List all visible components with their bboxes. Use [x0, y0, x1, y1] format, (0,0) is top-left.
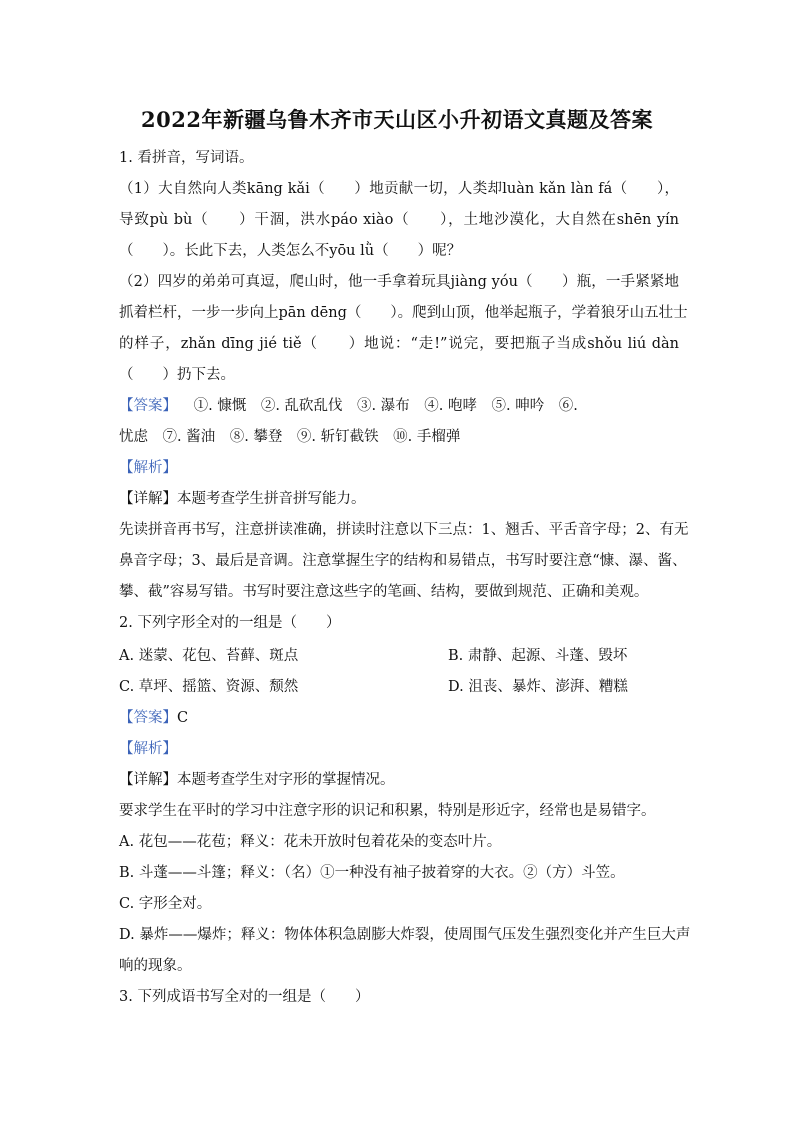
q2-explanation-c: C. 字形全对。 [119, 896, 212, 912]
q2-option-d: D. 沮丧、暴炸、澎湃、糟糕 [448, 679, 628, 695]
page-title: 2022年新疆乌鲁木齐市天山区小升初语文真题及答案 [141, 107, 653, 132]
q2-answer: C [177, 710, 189, 726]
q1-stem: 1. 看拼音，写词语。 [119, 150, 254, 166]
analysis-tag: 【解析】 [119, 741, 177, 757]
answer-tag: 【答案】 [119, 710, 177, 726]
q1-p1-line2: 导致pù bù（ ）干涸，洪水páo xiào（ ），土地沙漠化，大自然在shēn yín [119, 212, 679, 228]
q1-answer-line2: 忧虑 ⑦. 酱油 ⑧. 攀登 ⑨. 斩钉截铁 ⑩. 手榴弹 [119, 429, 461, 445]
q1-p1-line1: （1）大自然向人类kāng kǎi（ ）地贡献一切，人类却luàn kǎn làn fá（ ）， [119, 181, 679, 197]
q2-stem: 2. 下列字形全对的一组是（ ） [119, 615, 341, 631]
q2-explanation-line1: 要求学生在平时的学习中注意字形的识记和积累，特别是形近字，经常也是易错字。 [119, 803, 656, 819]
q2-explanation-d-line2: 响的现象。 [119, 958, 192, 974]
q3-stem: 3. 下列成语书写全对的一组是（ ） [119, 989, 370, 1005]
q2-explanation-a: A. 花包——花苞；释义：花未开放时包着花朵的变态叶片。 [119, 834, 502, 850]
q1-explanation-line1: 先读拼音再书写，注意拼读准确，拼读时注意以下三点：1、翘舌、平舌音字母；2、有无 [119, 522, 689, 538]
q2-explanation-d-line1: D. 暴炸——爆炸；释义：物体体积急剧膨大炸裂，使周围气压发生强烈变化并产生巨大声 [119, 927, 691, 943]
q1-explanation-line3: 攀、截”容易写错。书写时要注意这些字的笔画、结构，要做到规范、正确和美观。 [119, 584, 649, 600]
q1-p2-line4: （ ）扔下去。 [119, 367, 235, 383]
q2-detail: 【详解】本题考查学生对字形的掌握情况。 [119, 772, 395, 788]
q2-option-c: C. 草坪、摇篮、资源、颓然 [119, 679, 299, 695]
q2-explanation-b: B. 斗蓬——斗篷；释义：（名）①一种没有袖子披着穿的大衣。②（方）斗笠。 [119, 865, 625, 881]
analysis-tag: 【解析】 [119, 460, 177, 476]
q1-p2-line2: 抓着栏杆，一步一步向上pān dēng（ ）。爬到山顶，他举起瓶子，学着狼牙山五壮士 [119, 305, 688, 321]
q2-option-a: A. 迷蒙、花包、苔藓、斑点 [119, 648, 299, 664]
q2-answer-line [119, 708, 679, 728]
answer-tag: 【答案】 [119, 398, 177, 414]
q2-option-b: B. 肃静、起源、斗蓬、毁坏 [448, 648, 628, 664]
q1-answer-text: ①. 慷慨 ②. 乱砍乱伐 ③. 瀑布 ④. 咆哮 ⑤. 呻吟 ⑥. [193, 398, 578, 414]
q1-p2-line1: （2）四岁的弟弟可真逗，爬山时，他一手拿着玩具jiàng yóu（ ）瓶，一手紧紧地 [119, 274, 679, 290]
q1-detail: 【详解】本题考查学生拼音拼写能力。 [119, 491, 366, 507]
q1-answer-line1 [119, 396, 679, 416]
q1-p2-line3: 的样子，zhǎn dīng jié tiě（ ）地说：“走!”说完，要把瓶子当成shǒu liú dàn [119, 336, 679, 352]
q1-p1-line3: （ ）。长此下去，人类怎么不yōu lǜ（ ）呢？ [119, 243, 462, 259]
q1-explanation-line2: 鼻音字母；3、最后是音调。注意掌握生字的结构和易错点，书写时要注意“慷、瀑、酱、 [119, 553, 687, 569]
